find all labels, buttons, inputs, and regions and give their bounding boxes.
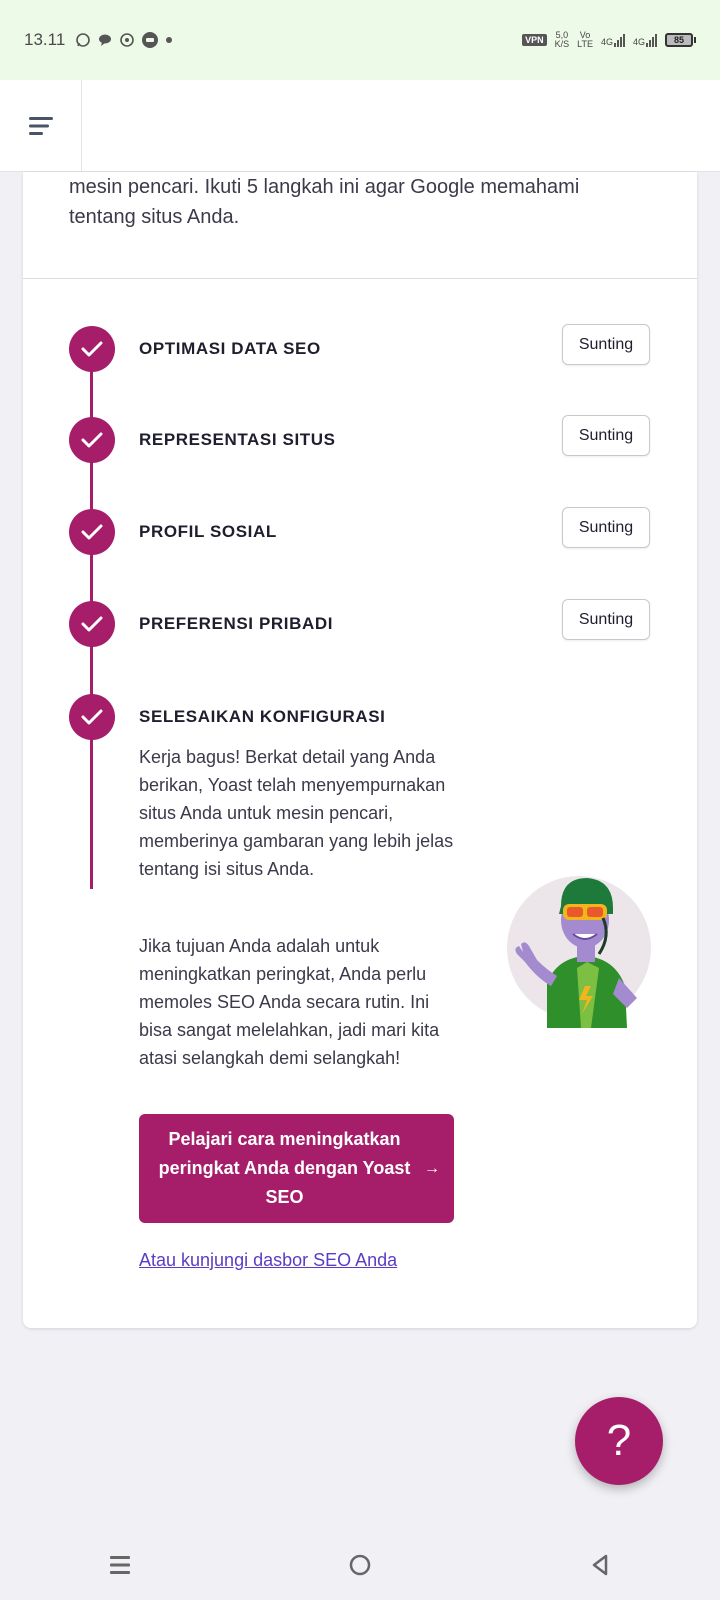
help-button[interactable]: [575, 1397, 663, 1485]
volte-top: Vo: [579, 30, 591, 40]
network-speed-value: 5,0: [555, 30, 569, 40]
status-left: [24, 30, 173, 50]
volte-indicator: [577, 31, 593, 49]
checkmark-icon: [81, 431, 103, 449]
step-1-edit-button[interactable]: Sunting: [562, 324, 650, 365]
signal-bars-icon: [646, 33, 657, 47]
menu-button[interactable]: [0, 80, 82, 172]
home-icon: [348, 1553, 372, 1577]
line-app-icon: [141, 31, 159, 49]
intro-text: mesin pencari. Ikuti 5 langkah ini agar Google memahami tentang situs Anda.: [69, 176, 580, 228]
step-3-edit-button[interactable]: Sunting: [562, 507, 650, 548]
volte-bottom: LTE: [577, 39, 593, 49]
step-2-check: [69, 417, 115, 463]
checkmark-icon: [81, 615, 103, 633]
final-step-paragraph-1: Kerja bagus! Berkat detail yang Anda berikan, Yoast telah menyempurnakan situs Anda untuk mesin pencari, memberinya gambaran yang lebih jelas tentang isi situs Anda.: [139, 747, 454, 879]
step-5-title: SELESAIKAN KONFIGURASI: [139, 707, 386, 726]
learn-ranking-button-label: Pelajari cara meningkatkan peringkat Anda dengan Yoast SEO: [158, 1129, 411, 1207]
recents-button[interactable]: [90, 1540, 150, 1590]
divider: [23, 278, 697, 279]
battery-level: 85: [665, 33, 693, 47]
recents-icon: [108, 1554, 132, 1576]
signal-2: [633, 33, 657, 47]
hamburger-menu-icon: [27, 114, 55, 138]
status-right: [522, 31, 696, 49]
whatsapp-icon: [75, 32, 91, 48]
configuration-card: [23, 172, 697, 1328]
step-2-title: REPRESENTASI SITUS: [139, 430, 336, 449]
chat-bubble-icon: [97, 32, 113, 48]
checkmark-icon: [81, 340, 103, 358]
final-step-paragraph-2: Jika tujuan Anda adalah untuk meningkatkan peringkat, Anda perlu memoles SEO Anda secara rutin. Ini bisa sangat melelahkan, jadi mari kita atasi selangkah demi selangkah!: [139, 936, 440, 1068]
home-button[interactable]: [330, 1540, 390, 1590]
notification-dot-icon: [165, 36, 173, 44]
step-2-edit-button[interactable]: Sunting: [562, 415, 650, 456]
step-3-title: PROFIL SOSIAL: [139, 522, 277, 541]
network-speed-unit: K/S: [554, 39, 570, 49]
network-speed: [555, 31, 570, 49]
step-4-check: [69, 601, 115, 647]
system-navigation-bar: [0, 1530, 720, 1600]
status-bar: [0, 0, 720, 80]
step-1-check: [69, 326, 115, 372]
checkmark-icon: [81, 523, 103, 541]
signal-1-label: 4G: [600, 37, 613, 47]
step-1-title: OPTIMASI DATA SEO: [139, 339, 321, 358]
step-3-check: [69, 509, 115, 555]
vpn-badge: VPN: [522, 34, 547, 46]
status-time: 13.11: [24, 30, 66, 49]
app-header: [0, 80, 720, 172]
back-icon: [588, 1553, 612, 1577]
signal-2-label: 4G: [632, 37, 645, 47]
signal-bars-icon: [614, 33, 625, 47]
seo-dashboard-link[interactable]: Atau kunjungi dasbor SEO Anda: [139, 1250, 398, 1270]
step-4-edit-button[interactable]: Sunting: [562, 599, 650, 640]
step-4-title: PREFERENSI PRIBADI: [139, 614, 334, 633]
back-button[interactable]: [570, 1540, 630, 1590]
arrow-right-icon: →: [424, 1160, 440, 1177]
battery-icon: [665, 33, 696, 47]
yoast-mascot-illustration: [487, 858, 657, 1028]
step-5-check: [69, 694, 115, 740]
signal-1: [601, 33, 625, 47]
learn-ranking-button[interactable]: [139, 1114, 454, 1223]
whatsapp-business-icon: [119, 32, 135, 48]
checkmark-icon: [81, 708, 103, 726]
help-question-icon: ?: [606, 1416, 632, 1465]
